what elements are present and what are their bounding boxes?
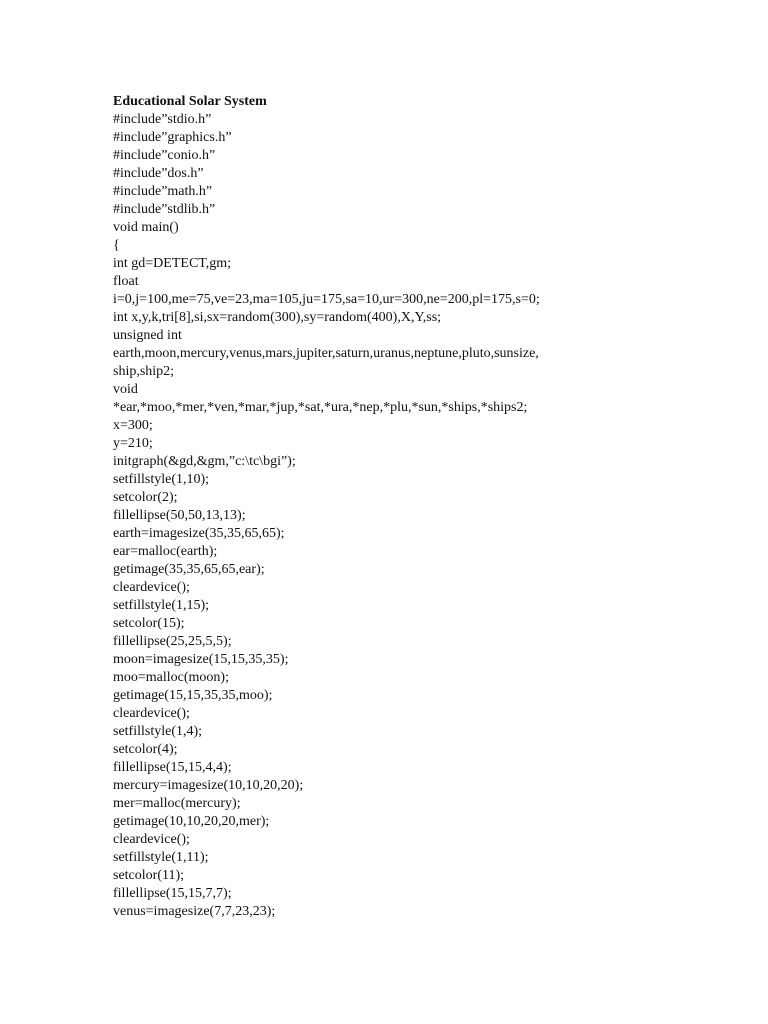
code-line: fillellipse(25,25,5,5); <box>113 634 232 649</box>
document-title: Educational Solar System <box>113 94 267 109</box>
code-line: setfillstyle(1,11); <box>113 850 209 865</box>
code-line: setfillstyle(1,15); <box>113 598 210 613</box>
code-line: i=0,j=100,me=75,ve=23,ma=105,ju=175,sa=10,ur=300,ne=200,pl=175,s=0; <box>113 292 540 307</box>
document-body <box>113 93 733 921</box>
code-line: moo=malloc(moon); <box>113 670 229 685</box>
code-line: cleardevice(); <box>113 706 190 721</box>
code-line: #include”graphics.h” <box>113 130 232 145</box>
code-line: cleardevice(); <box>113 580 190 595</box>
code-line: int x,y,k,tri[8],si,sx=random(300),sy=random(400),X,Y,ss; <box>113 310 442 325</box>
code-line: #include”math.h” <box>113 184 213 199</box>
code-line: void <box>113 382 138 397</box>
code-line: fillellipse(50,50,13,13); <box>113 508 246 523</box>
code-line: #include”stdio.h” <box>113 112 212 127</box>
code-line: *ear,*moo,*mer,*ven,*mar,*jup,*sat,*ura,*nep,*plu,*sun,*ships,*ships2; <box>113 400 528 415</box>
code-line: x=300; <box>113 418 153 433</box>
code-line: mercury=imagesize(10,10,20,20); <box>113 778 304 793</box>
code-line: float <box>113 274 139 289</box>
code-line: ear=malloc(earth); <box>113 544 218 559</box>
code-line: int gd=DETECT,gm; <box>113 256 232 271</box>
code-line: setcolor(11); <box>113 868 185 883</box>
code-line: { <box>113 238 120 253</box>
code-line: #include”stdlib.h” <box>113 202 216 217</box>
code-line: void main() <box>113 220 179 235</box>
code-line: setfillstyle(1,4); <box>113 724 203 739</box>
code-line: #include”dos.h” <box>113 166 204 181</box>
code-line: venus=imagesize(7,7,23,23); <box>113 904 276 919</box>
code-line: y=210; <box>113 436 153 451</box>
code-line: earth,moon,mercury,venus,mars,jupiter,saturn,uranus,neptune,pluto,sunsize, <box>113 346 539 361</box>
code-line: ship,ship2; <box>113 364 175 379</box>
code-line: #include”conio.h” <box>113 148 216 163</box>
code-block <box>113 111 733 921</box>
code-line: setfillstyle(1,10); <box>113 472 210 487</box>
code-line: fillellipse(15,15,7,7); <box>113 886 232 901</box>
code-line: initgraph(&gd,&gm,”c:\tc\bgi”); <box>113 454 296 469</box>
code-line: earth=imagesize(35,35,65,65); <box>113 526 285 541</box>
code-line: cleardevice(); <box>113 832 190 847</box>
code-line: getimage(35,35,65,65,ear); <box>113 562 265 577</box>
code-line: setcolor(2); <box>113 490 178 505</box>
code-line: fillellipse(15,15,4,4); <box>113 760 232 775</box>
code-line: getimage(15,15,35,35,moo); <box>113 688 273 703</box>
code-line: setcolor(15); <box>113 616 185 631</box>
code-line: mer=malloc(mercury); <box>113 796 241 811</box>
code-line: unsigned int <box>113 328 182 343</box>
code-line: setcolor(4); <box>113 742 178 757</box>
code-line: getimage(10,10,20,20,mer); <box>113 814 270 829</box>
code-line: moon=imagesize(15,15,35,35); <box>113 652 289 667</box>
